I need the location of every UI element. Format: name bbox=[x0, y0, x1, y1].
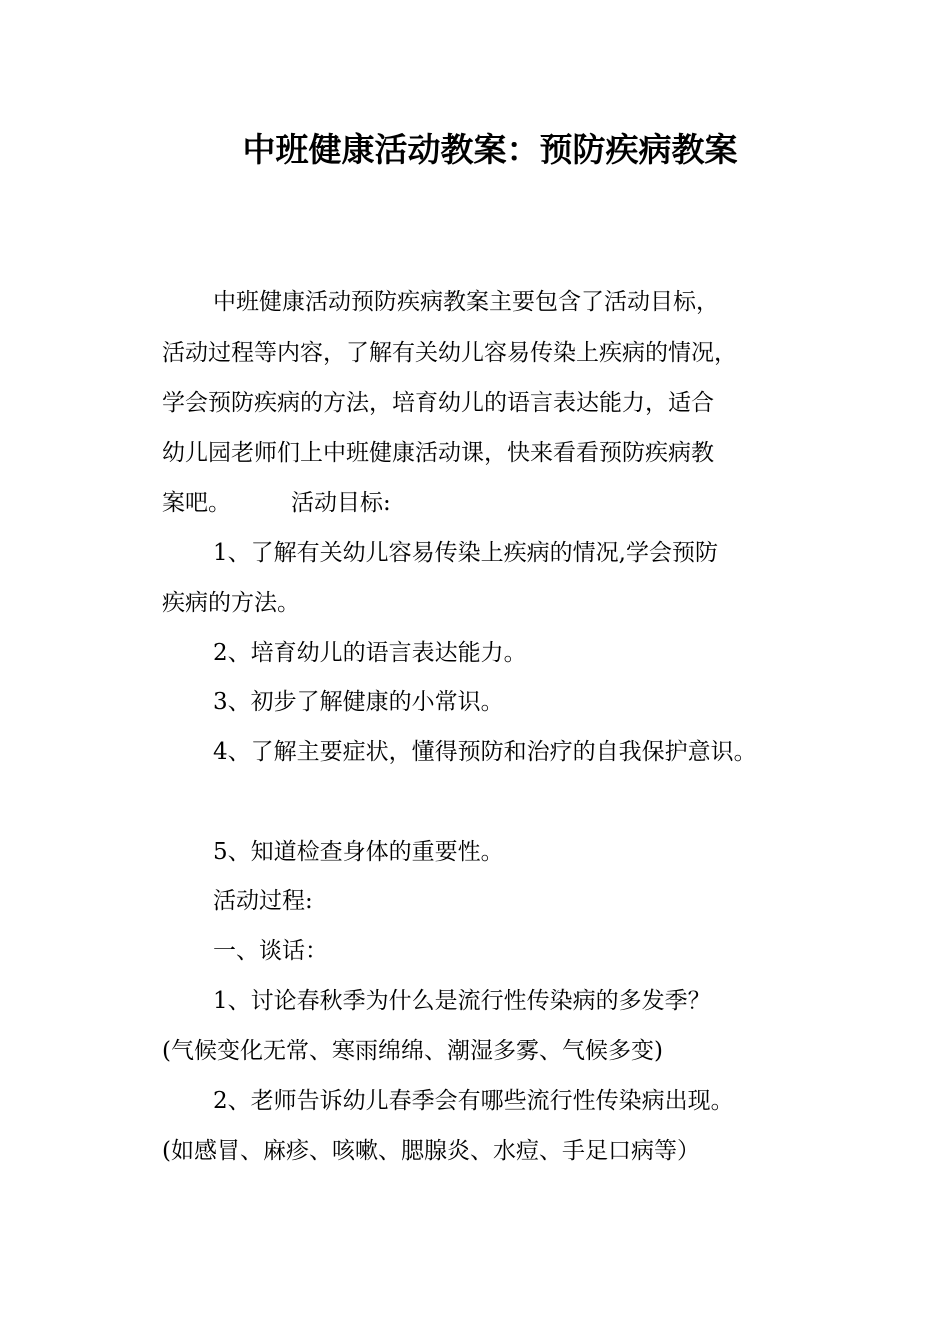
section-1-heading: 一、谈话： bbox=[213, 938, 328, 964]
goal-2: 2、培育幼儿的语言表达能力。 bbox=[213, 640, 527, 666]
goal-3: 3、初步了解健康的小常识。 bbox=[213, 689, 504, 715]
process-heading: 活动过程: bbox=[213, 888, 313, 914]
talk-2-answer: (如感冒、麻疹、咳嗽、腮腺炎、水痘、手足口病等） bbox=[162, 1138, 700, 1164]
intro-line-1: 中班健康活动预防疾病教案主要包含了活动目标， bbox=[213, 289, 719, 315]
goals-heading: 活动目标: bbox=[291, 490, 391, 516]
goal-4: 4、了解主要症状，懂得预防和治疗的自我保护意识。 bbox=[213, 739, 757, 765]
intro-line-4: 幼儿园老师们上中班健康活动课，快来看看预防疾病教 bbox=[162, 440, 714, 466]
talk-1-answer: (气候变化无常、寒雨绵绵、潮湿多雾、气候多变) bbox=[162, 1038, 663, 1064]
intro-line-3: 学会预防疾病的方法，培育幼儿的语言表达能力，适合 bbox=[162, 390, 714, 416]
goal-1-line-2: 疾病的方法。 bbox=[162, 590, 300, 616]
talk-2-statement: 2、老师告诉幼儿春季会有哪些流行性传染病出现。 bbox=[213, 1088, 734, 1114]
talk-1-question: 1、讨论春秋季为什么是流行性传染病的多发季？ bbox=[213, 988, 711, 1014]
page-title: 中班健康活动教案：预防疾病教案 bbox=[242, 130, 738, 169]
intro-line-2: 活动过程等内容，了解有关幼儿容易传染上疾病的情况， bbox=[162, 340, 737, 366]
goal-5: 5、知道检查身体的重要性。 bbox=[213, 839, 504, 865]
intro-line-5-text: 案吧。 bbox=[162, 490, 231, 516]
intro-line-5 bbox=[162, 487, 391, 519]
goal-1-line-1: 1、了解有关幼儿容易传染上疾病的情况,学会预防 bbox=[213, 540, 718, 566]
